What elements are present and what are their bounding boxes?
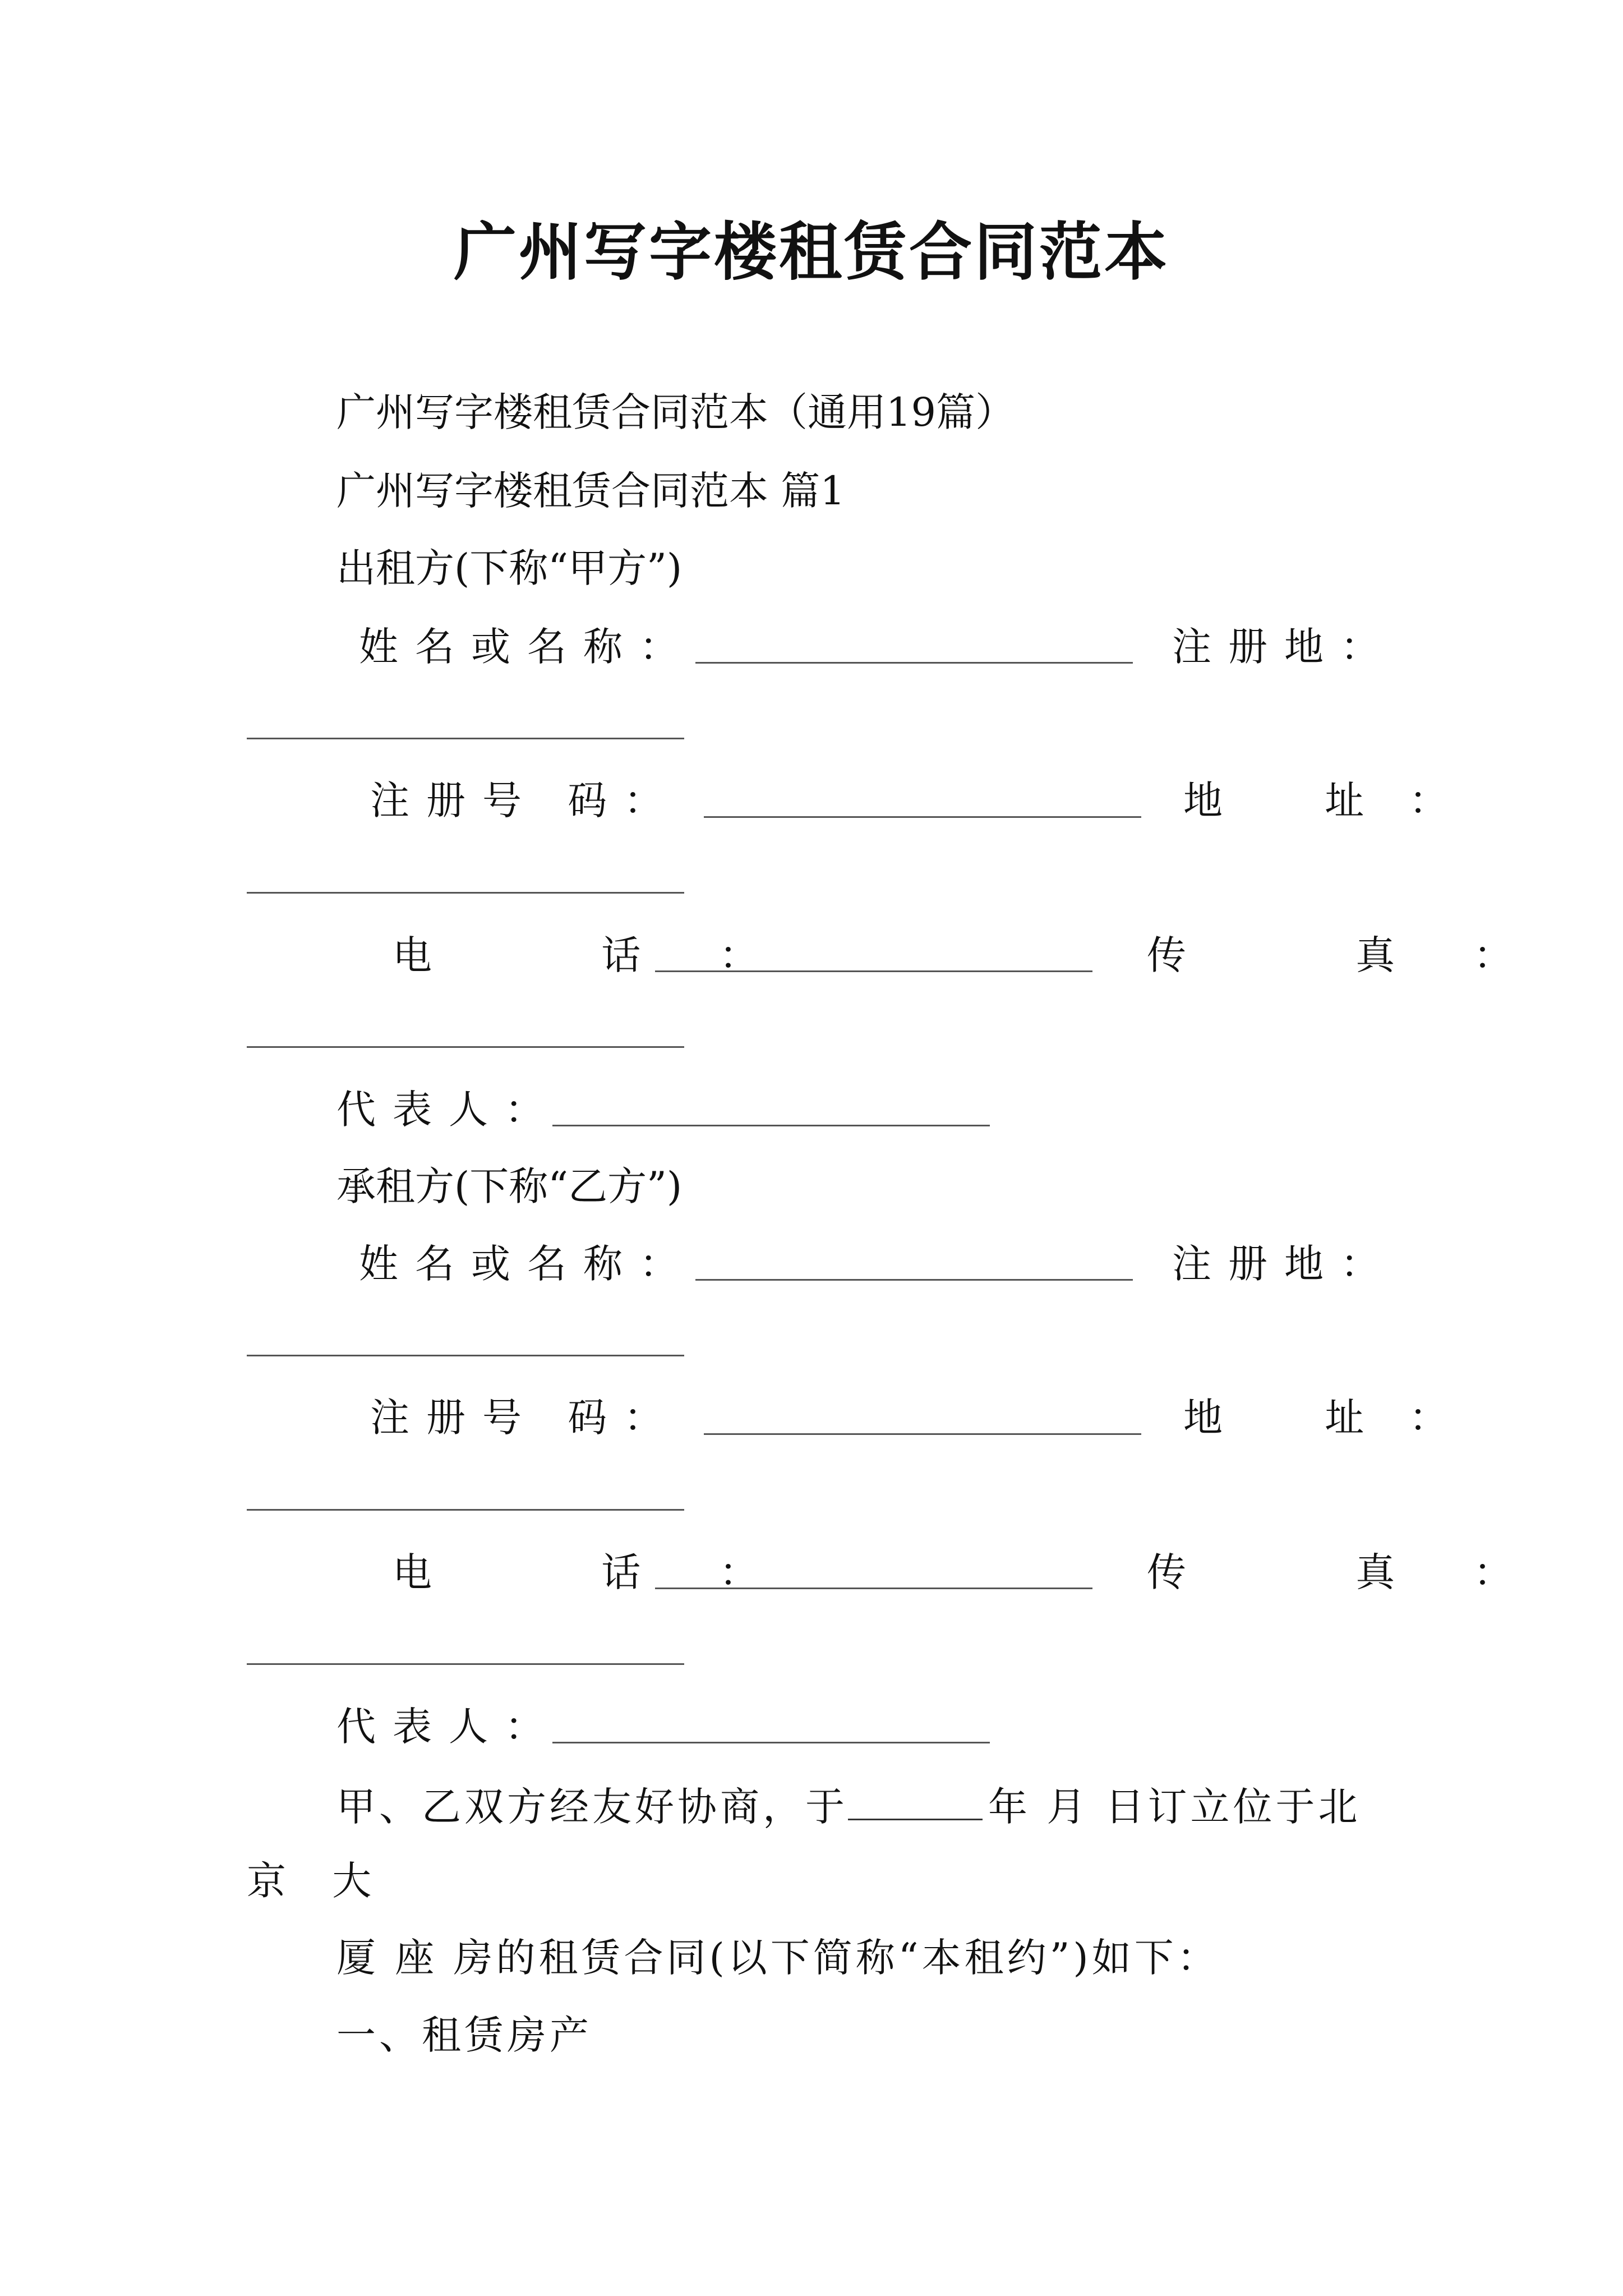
lessee-address-label: 地 址：: [1183, 1395, 1493, 1441]
lessor-name-label: 姓名或名称：: [359, 624, 695, 670]
lessee-phone-blank[interactable]: [655, 1588, 1092, 1589]
clause-heading: 一、租赁房产: [336, 2012, 592, 2058]
lessor-heading: 出租方(下称“甲方”): [336, 545, 683, 591]
lessor-fax-blank[interactable]: [247, 1046, 684, 1048]
section-heading: 广州写字楼租赁合同范本 篇1: [336, 468, 845, 514]
agreement-line-1: [336, 1784, 1361, 1830]
lessor-reg-no-blank[interactable]: [704, 816, 1141, 818]
agreement-text-a: 甲、乙双方经友好协商，于: [336, 1784, 848, 1830]
lessor-phone-label: 电 话：: [393, 932, 837, 978]
lessor-reg-place-label: 注册地：: [1172, 624, 1396, 670]
lessee-fax-blank[interactable]: [247, 1663, 684, 1665]
lessee-reg-place-blank[interactable]: [247, 1355, 684, 1356]
lessor-reg-place-blank[interactable]: [247, 738, 684, 739]
lessee-reg-place-label: 注册地：: [1172, 1241, 1396, 1287]
lessor-rep-blank[interactable]: [552, 1125, 990, 1126]
lessee-fax-label: 传 真：: [1147, 1549, 1592, 1595]
document-subtitle: 广州写字楼租赁合同范本（通用19篇）: [336, 389, 1015, 435]
agreement-text-b: 年 月 日订立位于北: [988, 1784, 1361, 1830]
lessee-reg-no-label: 注册号 码：: [370, 1395, 680, 1441]
lessee-rep-blank[interactable]: [552, 1742, 990, 1743]
lessor-phone-blank[interactable]: [655, 970, 1092, 972]
lessor-address-blank[interactable]: [247, 892, 684, 894]
lessor-reg-no-label: 注册号 码：: [370, 777, 680, 823]
lessee-address-blank[interactable]: [247, 1509, 684, 1511]
lessee-reg-no-blank[interactable]: [704, 1433, 1141, 1435]
agreement-line-2: 京 大: [247, 1858, 389, 1904]
lessor-name-blank[interactable]: [695, 662, 1133, 664]
date-year-blank[interactable]: [848, 1784, 983, 1820]
lessor-fax-label: 传 真：: [1147, 932, 1592, 978]
lessee-name-blank[interactable]: [695, 1279, 1133, 1281]
document-title: 广州写字楼租赁合同范本: [454, 215, 1169, 289]
lessee-name-label: 姓名或名称：: [359, 1241, 695, 1287]
lessee-rep-label: 代表人：: [336, 1704, 561, 1750]
agreement-line-3: 厦 座 房的租赁合同(以下简称“本租约”)如下：: [336, 1935, 1220, 1981]
lessor-rep-label: 代表人：: [336, 1087, 561, 1133]
lessor-address-label: 地 址：: [1183, 777, 1493, 823]
lessee-heading: 承租方(下称“乙方”): [336, 1163, 683, 1209]
lessee-phone-label: 电 话：: [393, 1549, 837, 1595]
